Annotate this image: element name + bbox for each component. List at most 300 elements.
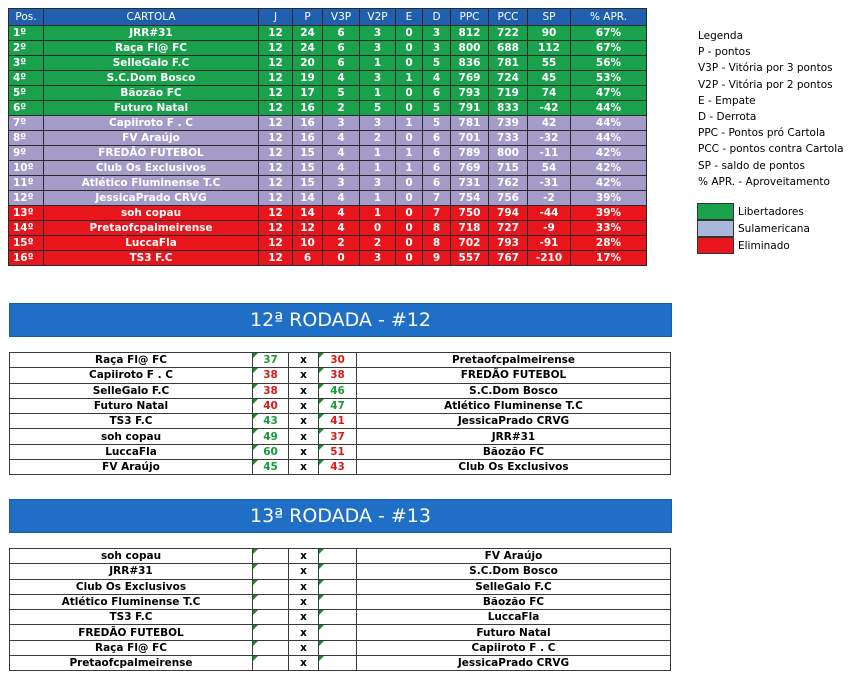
match-row <box>10 429 671 444</box>
header-cell: PCC <box>489 9 528 26</box>
stat-cell: 4 <box>323 131 360 146</box>
team-name-cell: Club Os Exclusivos <box>44 161 259 176</box>
stat-cell: 791 <box>451 101 489 116</box>
stat-cell: 12 <box>259 71 293 86</box>
stat-cell: 727 <box>489 221 528 236</box>
stat-cell: 1 <box>360 146 396 161</box>
team-name-cell: Atlético Fluminense T.C <box>44 176 259 191</box>
zone-item <box>697 220 810 237</box>
standings-row <box>9 221 647 236</box>
away-team: FREDÃO FUTEBOL <box>357 368 671 383</box>
versus-separator: x <box>289 625 319 640</box>
away-team: Bãozão FC <box>357 594 671 609</box>
away-score <box>319 625 357 640</box>
legend-line: PPC - Pontos pró Cartola <box>698 127 826 140</box>
match-row <box>10 398 671 413</box>
stat-cell: 4 <box>323 161 360 176</box>
position-cell: 12º <box>9 191 44 206</box>
team-name-cell: Pretaofcpalmeirense <box>44 221 259 236</box>
match-row <box>10 460 671 475</box>
stat-cell: 10 <box>293 236 323 251</box>
position-cell: 15º <box>9 236 44 251</box>
versus-separator: x <box>289 398 319 413</box>
header-cell: V3P <box>323 9 360 26</box>
stat-cell: 0 <box>396 176 423 191</box>
stat-cell: 701 <box>451 131 489 146</box>
zone-label: Eliminado <box>738 239 790 252</box>
away-team: S.C.Dom Bosco <box>357 383 671 398</box>
header-cell: % APR. <box>571 9 647 26</box>
stat-cell: 12 <box>259 146 293 161</box>
team-name-cell: FV Araújo <box>44 131 259 146</box>
away-team: Futuro Natal <box>357 625 671 640</box>
stat-cell: 7 <box>423 191 451 206</box>
away-score <box>319 594 357 609</box>
home-score: 38 <box>253 383 289 398</box>
stat-cell: 90 <box>528 26 571 41</box>
header-cell: Pos. <box>9 9 44 26</box>
stat-cell: 5 <box>323 86 360 101</box>
stat-cell: 3 <box>360 71 396 86</box>
stat-cell: 1 <box>396 71 423 86</box>
away-team: Capiiroto F . C <box>357 640 671 655</box>
standings-table-container <box>8 8 646 266</box>
stat-cell: 2 <box>360 236 396 251</box>
away-score: 41 <box>319 414 357 429</box>
team-name-cell: Capiiroto F . C <box>44 116 259 131</box>
legend-line: D - Derrota <box>698 110 757 123</box>
zone-swatch <box>697 203 734 220</box>
away-score: 30 <box>319 353 357 368</box>
team-name-cell: soh copau <box>44 206 259 221</box>
zone-swatch <box>697 237 734 254</box>
stat-cell: 4 <box>323 206 360 221</box>
stat-cell: 0 <box>396 131 423 146</box>
stat-cell: 20 <box>293 56 323 71</box>
match-row <box>10 564 671 579</box>
versus-separator: x <box>289 429 319 444</box>
stat-cell: 67% <box>571 26 647 41</box>
stat-cell: 789 <box>451 146 489 161</box>
stat-cell: 39% <box>571 191 647 206</box>
stat-cell: 4 <box>323 191 360 206</box>
versus-separator: x <box>289 444 319 459</box>
stat-cell: 762 <box>489 176 528 191</box>
match-row <box>10 640 671 655</box>
home-team: FREDÃO FUTEBOL <box>10 625 253 640</box>
stat-cell: 15 <box>293 176 323 191</box>
stat-cell: 16 <box>293 101 323 116</box>
position-cell: 11º <box>9 176 44 191</box>
stat-cell: 19 <box>293 71 323 86</box>
stat-cell: 44% <box>571 101 647 116</box>
stat-cell: 9 <box>423 251 451 266</box>
stat-cell: 781 <box>489 56 528 71</box>
stat-cell: 5 <box>360 101 396 116</box>
legend-line: V2P - Vitória por 2 pontos <box>698 78 833 91</box>
home-score: 49 <box>253 429 289 444</box>
stat-cell: 0 <box>396 86 423 101</box>
away-score <box>319 656 357 671</box>
home-score <box>253 625 289 640</box>
stat-cell: 6 <box>423 86 451 101</box>
away-score <box>319 564 357 579</box>
stat-cell: 1 <box>360 86 396 101</box>
versus-separator: x <box>289 594 319 609</box>
header-cell: J <box>259 9 293 26</box>
home-team: Raça Fl@ FC <box>10 640 253 655</box>
position-cell: 1º <box>9 26 44 41</box>
stat-cell: 53% <box>571 71 647 86</box>
home-score <box>253 594 289 609</box>
standings-row <box>9 71 647 86</box>
legend-line: PCC - pontos contra Cartola <box>698 143 844 156</box>
standings-row <box>9 176 647 191</box>
stat-cell: 14 <box>293 191 323 206</box>
home-team: soh copau <box>10 549 253 564</box>
match-row <box>10 610 671 625</box>
position-cell: 8º <box>9 131 44 146</box>
stat-cell: 767 <box>489 251 528 266</box>
stat-cell: 12 <box>259 236 293 251</box>
stat-cell: 14 <box>293 206 323 221</box>
standings-row <box>9 116 647 131</box>
position-cell: 4º <box>9 71 44 86</box>
home-score <box>253 610 289 625</box>
stat-cell: 1 <box>360 56 396 71</box>
header-cell: V2P <box>360 9 396 26</box>
away-score: 47 <box>319 398 357 413</box>
legend-line: P - pontos <box>698 46 751 59</box>
home-team: Raça Fl@ FC <box>10 353 253 368</box>
round-13-table <box>9 548 671 671</box>
stat-cell: 7 <box>423 206 451 221</box>
stat-cell: -31 <box>528 176 571 191</box>
match-row <box>10 414 671 429</box>
legend-line: E - Empate <box>698 94 756 107</box>
stat-cell: 2 <box>323 236 360 251</box>
stat-cell: 0 <box>396 206 423 221</box>
position-cell: 13º <box>9 206 44 221</box>
versus-separator: x <box>289 640 319 655</box>
stat-cell: 769 <box>451 71 489 86</box>
standings-row <box>9 56 647 71</box>
team-name-cell: SelleGalo F.C <box>44 56 259 71</box>
stat-cell: 8 <box>423 221 451 236</box>
stat-cell: -11 <box>528 146 571 161</box>
header-cell: SP <box>528 9 571 26</box>
home-team: JRR#31 <box>10 564 253 579</box>
stat-cell: 39% <box>571 206 647 221</box>
stat-cell: 5 <box>423 116 451 131</box>
home-score: 60 <box>253 444 289 459</box>
home-score <box>253 549 289 564</box>
stat-cell: 3 <box>360 41 396 56</box>
stat-cell: 67% <box>571 41 647 56</box>
away-score: 37 <box>319 429 357 444</box>
header-cell: PPC <box>451 9 489 26</box>
stat-cell: 24 <box>293 26 323 41</box>
stat-cell: 4 <box>323 71 360 86</box>
stat-cell: 112 <box>528 41 571 56</box>
stat-cell: 44% <box>571 116 647 131</box>
stat-cell: 6 <box>423 131 451 146</box>
away-team: JRR#31 <box>357 429 671 444</box>
position-cell: 10º <box>9 161 44 176</box>
stat-cell: 702 <box>451 236 489 251</box>
away-team: Bãozão FC <box>357 444 671 459</box>
position-cell: 2º <box>9 41 44 56</box>
stat-cell: 12 <box>259 101 293 116</box>
home-team: Atlético Fluminense T.C <box>10 594 253 609</box>
stat-cell: 800 <box>451 41 489 56</box>
home-score: 40 <box>253 398 289 413</box>
stat-cell: 1 <box>396 161 423 176</box>
zone-legend <box>697 203 810 254</box>
home-score <box>253 640 289 655</box>
stat-cell: 6 <box>423 176 451 191</box>
stat-cell: 557 <box>451 251 489 266</box>
stat-cell: 781 <box>451 116 489 131</box>
stat-cell: 793 <box>451 86 489 101</box>
standings-row <box>9 191 647 206</box>
position-cell: 9º <box>9 146 44 161</box>
away-team: Pretaofcpalmeirense <box>357 353 671 368</box>
stat-cell: 756 <box>489 191 528 206</box>
versus-separator: x <box>289 383 319 398</box>
versus-separator: x <box>289 549 319 564</box>
stat-cell: 12 <box>293 221 323 236</box>
stat-cell: 812 <box>451 26 489 41</box>
team-name-cell: S.C.Dom Bosco <box>44 71 259 86</box>
stat-cell: 6 <box>423 146 451 161</box>
legend <box>698 28 868 190</box>
stat-cell: 731 <box>451 176 489 191</box>
stat-cell: 45 <box>528 71 571 86</box>
round-13-banner: 13ª RODADA - #13 <box>9 499 672 533</box>
stat-cell: 6 <box>423 161 451 176</box>
stat-cell: 739 <box>489 116 528 131</box>
stat-cell: 0 <box>396 56 423 71</box>
standings-row <box>9 206 647 221</box>
stat-cell: 12 <box>259 161 293 176</box>
stat-cell: 28% <box>571 236 647 251</box>
stat-cell: 1 <box>396 116 423 131</box>
home-score: 37 <box>253 353 289 368</box>
team-name-cell: LuccaFla <box>44 236 259 251</box>
stat-cell: 5 <box>423 56 451 71</box>
away-score <box>319 549 357 564</box>
team-name-cell: Bãozão FC <box>44 86 259 101</box>
standings-body <box>9 26 647 266</box>
header-cell: E <box>396 9 423 26</box>
stat-cell: 24 <box>293 41 323 56</box>
stat-cell: 15 <box>293 161 323 176</box>
stat-cell: 3 <box>360 116 396 131</box>
stat-cell: 715 <box>489 161 528 176</box>
versus-separator: x <box>289 564 319 579</box>
stat-cell: 733 <box>489 131 528 146</box>
stat-cell: 833 <box>489 101 528 116</box>
stat-cell: 1 <box>360 191 396 206</box>
legend-line: SP - saldo de pontos <box>698 159 805 172</box>
stat-cell: 12 <box>259 26 293 41</box>
position-cell: 16º <box>9 251 44 266</box>
away-score: 38 <box>319 368 357 383</box>
round-12-banner: 12ª RODADA - #12 <box>9 303 672 337</box>
stat-cell: 15 <box>293 146 323 161</box>
home-score: 38 <box>253 368 289 383</box>
stat-cell: 5 <box>423 101 451 116</box>
stat-cell: 794 <box>489 206 528 221</box>
home-score: 45 <box>253 460 289 475</box>
stat-cell: 16 <box>293 131 323 146</box>
team-name-cell: TS3 F.C <box>44 251 259 266</box>
stat-cell: 12 <box>259 176 293 191</box>
standings-row <box>9 26 647 41</box>
stat-cell: 44% <box>571 131 647 146</box>
stat-cell: 4 <box>423 71 451 86</box>
team-name-cell: Futuro Natal <box>44 101 259 116</box>
stat-cell: 55 <box>528 56 571 71</box>
zone-label: Libertadores <box>738 205 804 218</box>
home-score: 43 <box>253 414 289 429</box>
stat-cell: 47% <box>571 86 647 101</box>
standings-row <box>9 86 647 101</box>
stat-cell: 56% <box>571 56 647 71</box>
away-score: 46 <box>319 383 357 398</box>
away-score <box>319 579 357 594</box>
stat-cell: 12 <box>259 251 293 266</box>
stat-cell: 3 <box>323 176 360 191</box>
stat-cell: 8 <box>423 236 451 251</box>
standings-table <box>8 8 647 266</box>
stat-cell: 6 <box>323 56 360 71</box>
stat-cell: 2 <box>360 131 396 146</box>
home-team: TS3 F.C <box>10 414 253 429</box>
home-team: TS3 F.C <box>10 610 253 625</box>
round-12-table <box>9 352 671 475</box>
home-team: Futuro Natal <box>10 398 253 413</box>
stat-cell: 0 <box>396 236 423 251</box>
stat-cell: 0 <box>323 251 360 266</box>
stat-cell: 42 <box>528 116 571 131</box>
away-score <box>319 640 357 655</box>
stat-cell: 0 <box>396 191 423 206</box>
stat-cell: -91 <box>528 236 571 251</box>
away-team: S.C.Dom Bosco <box>357 564 671 579</box>
legend-line: % APR. - Aproveitamento <box>698 175 830 188</box>
zone-swatch <box>697 220 734 237</box>
stat-cell: 12 <box>259 116 293 131</box>
zone-label: Sulamericana <box>738 222 810 235</box>
stat-cell: 688 <box>489 41 528 56</box>
stat-cell: 16 <box>293 116 323 131</box>
away-team: SelleGalo F.C <box>357 579 671 594</box>
match-row <box>10 383 671 398</box>
away-team: Atlético Fluminense T.C <box>357 398 671 413</box>
match-row <box>10 579 671 594</box>
header-cell: P <box>293 9 323 26</box>
versus-separator: x <box>289 579 319 594</box>
stat-cell: 3 <box>360 26 396 41</box>
stat-cell: 54 <box>528 161 571 176</box>
standings-row <box>9 236 647 251</box>
versus-separator: x <box>289 368 319 383</box>
standings-row <box>9 251 647 266</box>
match-row <box>10 656 671 671</box>
match-row <box>10 594 671 609</box>
match-row <box>10 368 671 383</box>
stat-cell: 718 <box>451 221 489 236</box>
away-team: FV Araújo <box>357 549 671 564</box>
stat-cell: 0 <box>396 41 423 56</box>
stat-cell: 3 <box>423 26 451 41</box>
stat-cell: 12 <box>259 191 293 206</box>
stat-cell: 3 <box>423 41 451 56</box>
stat-cell: 0 <box>360 221 396 236</box>
team-name-cell: JessicaPrado CRVG <box>44 191 259 206</box>
stat-cell: 722 <box>489 26 528 41</box>
stat-cell: -2 <box>528 191 571 206</box>
position-cell: 5º <box>9 86 44 101</box>
home-team: FV Araújo <box>10 460 253 475</box>
stat-cell: 6 <box>293 251 323 266</box>
stat-cell: 74 <box>528 86 571 101</box>
legend-title: Legenda <box>698 30 744 42</box>
home-score <box>253 579 289 594</box>
stat-cell: -210 <box>528 251 571 266</box>
stat-cell: -44 <box>528 206 571 221</box>
stat-cell: 42% <box>571 146 647 161</box>
stat-cell: 0 <box>396 251 423 266</box>
stat-cell: 42% <box>571 176 647 191</box>
stat-cell: -32 <box>528 131 571 146</box>
stat-cell: -9 <box>528 221 571 236</box>
standings-row <box>9 41 647 56</box>
stat-cell: 12 <box>259 131 293 146</box>
stat-cell: 0 <box>396 26 423 41</box>
stat-cell: 12 <box>259 221 293 236</box>
stat-cell: 17 <box>293 86 323 101</box>
home-team: LuccaFla <box>10 444 253 459</box>
team-name-cell: FREDÃO FUTEBOL <box>44 146 259 161</box>
stat-cell: 2 <box>323 101 360 116</box>
stat-cell: 12 <box>259 86 293 101</box>
stat-cell: 719 <box>489 86 528 101</box>
stat-cell: 12 <box>259 41 293 56</box>
standings-header-row <box>9 9 647 26</box>
home-team: Pretaofcpalmeirense <box>10 656 253 671</box>
versus-separator: x <box>289 610 319 625</box>
position-cell: 6º <box>9 101 44 116</box>
home-team: SelleGalo F.C <box>10 383 253 398</box>
stat-cell: 12 <box>259 56 293 71</box>
stat-cell: 724 <box>489 71 528 86</box>
home-team: soh copau <box>10 429 253 444</box>
stat-cell: 42% <box>571 161 647 176</box>
home-team: Capiiroto F . C <box>10 368 253 383</box>
stat-cell: 1 <box>360 161 396 176</box>
position-cell: 3º <box>9 56 44 71</box>
stat-cell: 750 <box>451 206 489 221</box>
versus-separator: x <box>289 460 319 475</box>
match-row <box>10 625 671 640</box>
stat-cell: 754 <box>451 191 489 206</box>
legend-line: V3P - Vitória por 3 pontos <box>698 62 833 75</box>
stat-cell: 4 <box>323 146 360 161</box>
away-score: 51 <box>319 444 357 459</box>
